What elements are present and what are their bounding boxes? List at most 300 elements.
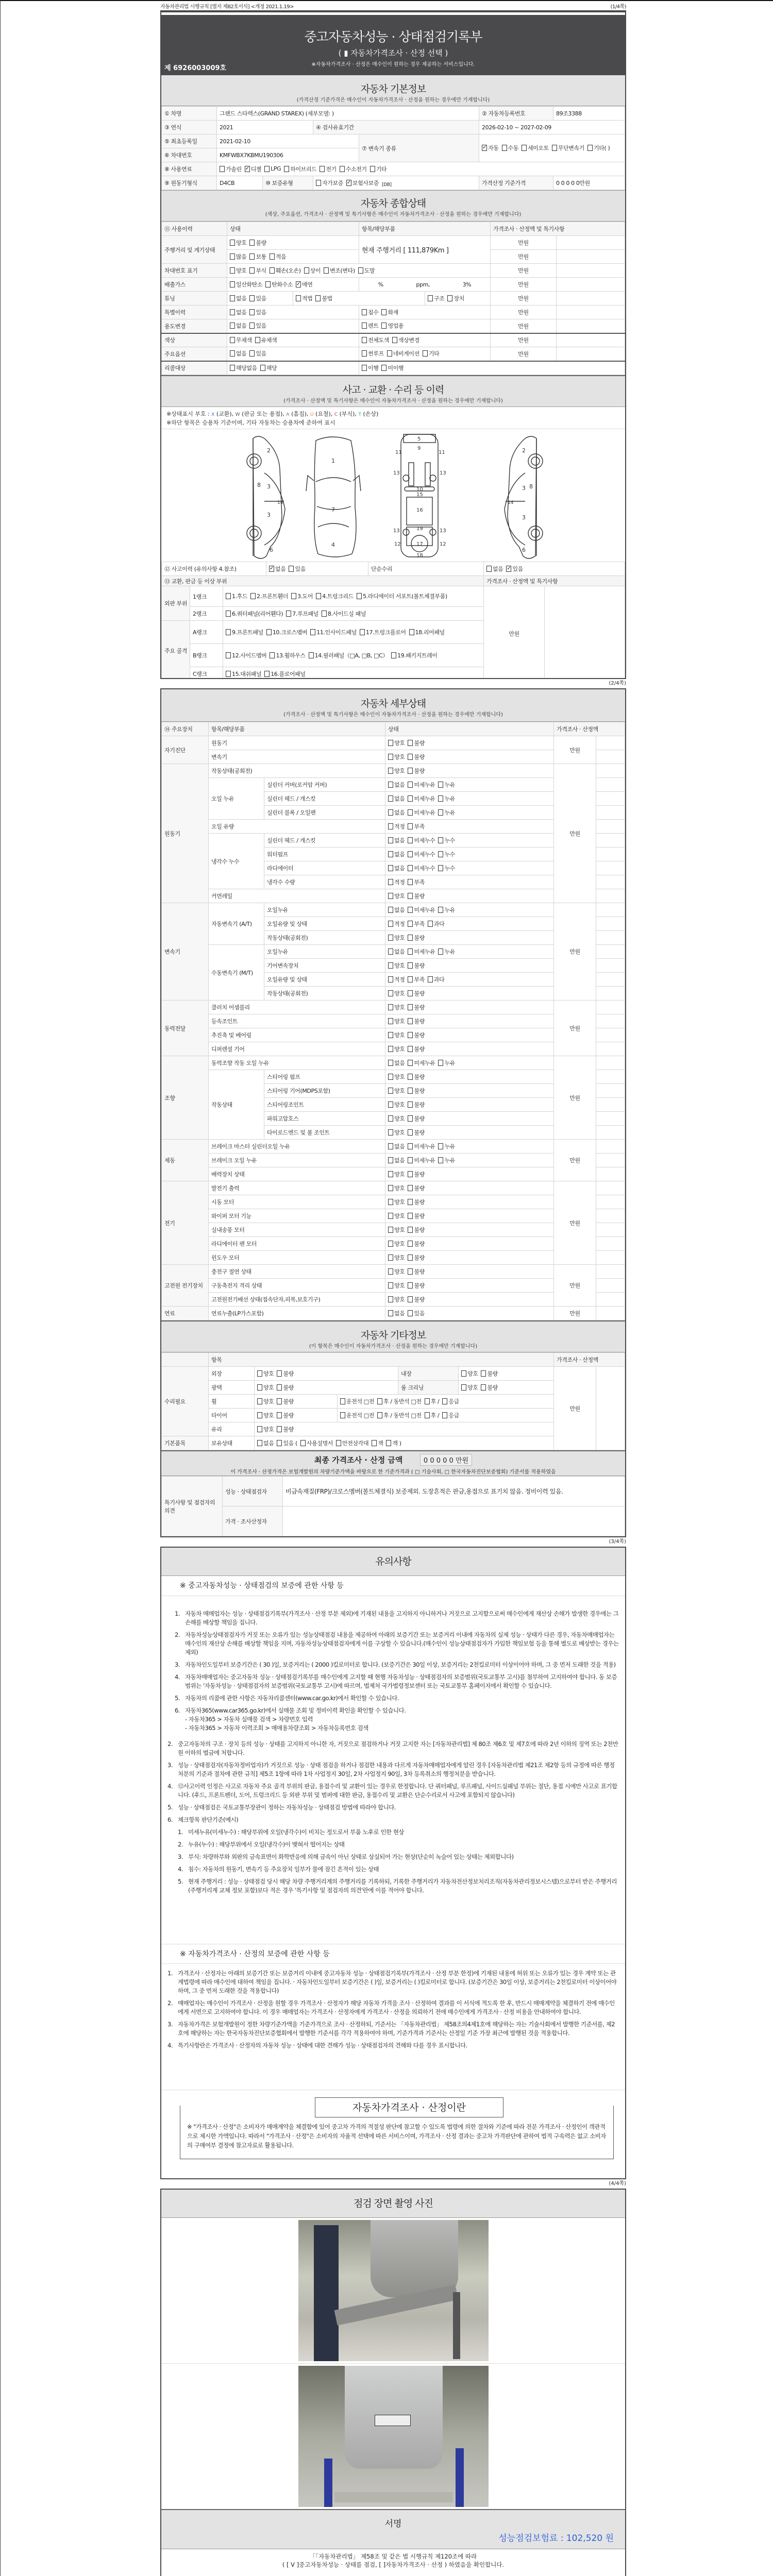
checkbox[interactable] [226,671,231,677]
checkbox[interactable] [381,323,386,329]
checkbox[interactable] [388,1129,393,1136]
checkbox-option[interactable] [438,781,455,789]
checkbox[interactable] [230,309,235,315]
checkbox[interactable] [408,1004,413,1010]
checkbox[interactable] [388,1268,393,1275]
checkbox-option[interactable] [340,1411,374,1419]
checkbox-option[interactable] [255,336,277,344]
checkbox-option[interactable] [388,1295,405,1303]
checkbox[interactable] [408,1199,413,1205]
checkbox[interactable] [388,1004,393,1010]
checkbox-option[interactable] [587,144,610,152]
checkbox[interactable] [408,1088,413,1094]
checkbox-option[interactable] [346,179,379,187]
checkbox[interactable] [336,1440,341,1446]
checkbox[interactable] [408,768,413,774]
checkbox-option[interactable] [425,1411,440,1419]
checkbox[interactable] [428,295,433,301]
checkbox-option[interactable] [336,1439,368,1447]
checkbox-option[interactable] [408,1267,424,1276]
price-input[interactable] [557,264,625,278]
checkbox-option[interactable] [423,349,439,358]
checkbox-option[interactable] [428,920,444,928]
checkbox[interactable] [506,566,511,572]
checkbox-option[interactable] [277,1439,297,1447]
checkbox[interactable] [340,1412,345,1418]
checkbox[interactable] [408,921,413,927]
price-input[interactable] [596,917,625,931]
checkbox[interactable] [230,253,235,260]
checkbox[interactable] [408,823,413,829]
checkbox-option[interactable] [408,794,435,803]
price-input[interactable] [596,1195,625,1209]
checkbox-option[interactable] [277,1397,293,1405]
checkbox[interactable] [408,809,413,816]
checkbox-option[interactable] [265,280,293,289]
checkbox-option[interactable] [481,1383,497,1392]
checkbox[interactable] [408,795,413,802]
checkbox-option[interactable] [226,592,247,600]
checkbox[interactable] [226,611,231,617]
price-input[interactable] [596,931,625,945]
checkbox[interactable] [423,350,428,357]
checkbox[interactable] [230,350,235,357]
checkbox-option[interactable] [388,1114,405,1123]
checkbox-option[interactable] [392,336,419,344]
checkbox[interactable] [388,1115,393,1122]
checkbox-option[interactable] [277,1425,293,1433]
checkbox-option[interactable] [552,144,584,152]
checkbox-option[interactable] [284,165,316,173]
checkbox-option[interactable] [362,308,378,316]
checkbox[interactable] [388,907,393,913]
checkbox[interactable] [388,809,393,816]
checkbox[interactable] [438,1157,443,1163]
price-input[interactable] [596,1154,625,1167]
checkbox[interactable] [408,782,413,788]
checkbox-option[interactable] [269,565,285,573]
checkbox-option[interactable] [291,592,313,600]
checkbox-option[interactable] [408,1003,424,1011]
checkbox[interactable] [230,267,235,274]
checkbox[interactable] [230,337,235,343]
price-input[interactable] [557,278,625,292]
price-input[interactable] [557,292,625,306]
checkbox[interactable] [226,629,231,635]
checkbox-option[interactable] [388,1100,405,1109]
price-input[interactable] [596,848,625,861]
checkbox[interactable] [269,566,274,572]
checkbox-option[interactable] [408,1170,424,1178]
checkbox[interactable] [270,253,275,260]
checkbox-option[interactable] [438,808,455,817]
checkbox[interactable] [522,145,527,151]
checkbox[interactable] [388,768,393,774]
checkbox-option[interactable] [409,628,445,636]
checkbox-option[interactable] [250,592,288,600]
checkbox[interactable] [226,652,231,658]
price-input[interactable] [596,1251,625,1265]
checkbox-option[interactable] [264,670,305,678]
checkbox-option[interactable] [408,961,424,970]
checkbox-option[interactable] [230,280,262,289]
checkbox[interactable] [230,240,235,246]
price-input[interactable] [596,987,625,1001]
checkbox[interactable] [438,907,443,913]
checkbox[interactable] [245,166,250,172]
checkbox-option[interactable] [408,739,424,747]
checkbox[interactable] [408,1310,413,1316]
checkbox[interactable] [249,267,255,274]
checkbox[interactable] [277,1384,282,1391]
checkbox-option[interactable] [408,1017,424,1025]
checkbox-option[interactable] [408,1253,424,1262]
checkbox[interactable] [377,1398,382,1404]
checkbox-option[interactable] [438,864,455,872]
checkbox[interactable] [408,1171,413,1177]
checkbox[interactable] [408,1185,413,1191]
checkbox[interactable] [230,281,235,287]
checkbox-option[interactable] [230,308,246,316]
checkbox-option[interactable] [260,364,277,372]
checkbox[interactable] [408,990,413,996]
checkbox-option[interactable] [362,336,389,344]
checkbox[interactable] [425,1398,430,1404]
checkbox[interactable] [324,267,329,274]
checkbox-option[interactable] [381,321,404,330]
checkbox[interactable] [388,1213,393,1219]
checkbox[interactable] [481,1370,486,1377]
checkbox[interactable] [408,1255,413,1261]
price-input[interactable] [557,306,625,319]
checkbox[interactable] [388,795,393,802]
checkbox[interactable] [346,180,351,186]
checkbox[interactable] [438,782,443,788]
checkbox[interactable] [408,1046,413,1052]
price-input[interactable] [596,889,625,903]
checkbox[interactable] [388,782,393,788]
price-input[interactable] [557,347,625,361]
checkbox[interactable] [264,166,270,172]
checkbox-option[interactable] [340,165,367,173]
checkbox-option[interactable] [381,308,398,316]
checkbox-option[interactable] [340,1397,374,1405]
checkbox[interactable] [447,295,452,301]
checkbox[interactable] [277,1426,282,1432]
checkbox-option[interactable] [226,670,261,678]
checkbox-option[interactable] [391,651,438,659]
checkbox[interactable] [286,611,291,617]
checkbox-option[interactable] [257,1439,274,1447]
checkbox[interactable] [388,1171,393,1177]
checkbox-option[interactable] [506,565,523,573]
price-input[interactable] [596,1112,625,1126]
checkbox-option[interactable] [502,144,518,152]
checkbox[interactable] [388,921,393,927]
checkbox[interactable] [408,837,413,843]
checkbox[interactable] [442,1412,447,1418]
checkbox[interactable] [277,1370,282,1377]
checkbox-option[interactable] [408,822,424,831]
price-input[interactable] [596,778,625,792]
checkbox[interactable] [270,267,275,274]
checkbox[interactable] [388,962,393,969]
checkbox[interactable] [408,1213,413,1219]
checkbox-option[interactable] [388,1156,405,1164]
checkbox-option[interactable] [249,239,266,247]
checkbox-option[interactable] [388,1059,405,1067]
checkbox[interactable] [362,337,367,343]
checkbox[interactable] [388,1310,393,1316]
checkbox[interactable] [362,309,367,315]
checkbox[interactable] [388,754,393,760]
checkbox[interactable] [438,948,443,955]
checkbox[interactable] [408,976,413,982]
checkbox-option[interactable] [438,906,455,914]
checkbox[interactable] [388,976,393,982]
checkbox[interactable] [284,166,289,172]
checkbox-option[interactable] [388,1184,405,1192]
checkbox[interactable] [377,1412,382,1418]
price-input[interactable] [596,903,625,917]
checkbox-option[interactable] [226,651,266,659]
checkbox-option[interactable] [230,252,246,261]
checkbox[interactable] [249,323,255,329]
checkbox-option[interactable] [388,947,405,956]
price-input[interactable] [596,1223,625,1237]
checkbox[interactable] [388,1032,393,1038]
checkbox-option[interactable] [316,592,354,600]
checkbox-option[interactable] [289,565,305,573]
checkbox[interactable] [257,1398,262,1404]
checkbox-option[interactable] [408,1128,424,1137]
checkbox-option[interactable] [230,349,246,358]
checkbox[interactable] [255,337,260,343]
checkbox[interactable] [230,365,235,371]
price-input[interactable] [596,1042,625,1056]
checkbox[interactable] [438,1060,443,1066]
checkbox-option[interactable] [388,892,405,900]
checkbox-option[interactable] [249,321,266,330]
checkbox[interactable] [388,1241,393,1247]
checkbox-option[interactable] [362,364,378,372]
checkbox-option[interactable] [388,975,405,984]
checkbox-option[interactable] [408,1295,424,1303]
checkbox[interactable] [388,823,393,829]
checkbox[interactable] [257,1426,262,1432]
checkbox-option[interactable] [388,1309,405,1317]
checkbox-option[interactable] [388,1073,405,1081]
checkbox-option[interactable] [316,179,343,187]
checkbox[interactable] [408,1115,413,1122]
checkbox-option[interactable] [362,349,384,358]
checkbox-option[interactable] [388,808,405,817]
checkbox[interactable] [372,1440,377,1446]
checkbox-option[interactable] [425,1397,440,1405]
checkbox-option[interactable] [257,1383,274,1392]
checkbox-option[interactable] [408,1031,424,1039]
checkbox-option[interactable] [230,239,246,247]
checkbox[interactable] [388,1018,393,1024]
checkbox[interactable] [388,1157,393,1163]
checkbox-option[interactable] [286,609,318,618]
checkbox[interactable] [388,1143,393,1149]
checkbox-option[interactable] [408,1142,435,1150]
checkbox[interactable] [296,281,301,287]
price-input[interactable] [596,736,625,750]
checkbox-option[interactable] [388,836,405,844]
price-input[interactable] [596,1084,625,1098]
checkbox-option[interactable] [442,1411,459,1419]
checkbox[interactable] [428,976,433,982]
checkbox-option[interactable] [408,1281,424,1290]
checkbox-option[interactable] [428,294,444,302]
checkbox-option[interactable] [320,165,336,173]
checkbox[interactable] [408,893,413,899]
checkbox-option[interactable] [304,266,321,275]
checkbox[interactable] [249,309,255,315]
checkbox-option[interactable] [447,294,464,302]
checkbox[interactable] [408,1227,413,1233]
checkbox-option[interactable] [277,1411,293,1419]
checkbox-option[interactable] [408,920,424,928]
checkbox[interactable] [408,1018,413,1024]
checkbox[interactable] [391,652,396,658]
price-input[interactable] [545,586,625,680]
checkbox[interactable] [370,166,375,172]
checkbox[interactable] [249,240,255,246]
price-input[interactable] [557,319,625,333]
price-input[interactable] [596,973,625,987]
checkbox[interactable] [408,1101,413,1108]
price-input[interactable] [596,945,625,959]
checkbox[interactable] [408,948,413,955]
checkbox[interactable] [230,295,235,301]
checkbox-option[interactable] [388,753,405,761]
checkbox[interactable] [360,629,365,635]
checkbox-option[interactable] [408,1309,424,1317]
checkbox-option[interactable] [388,1253,405,1262]
checkbox-option[interactable] [377,1411,422,1419]
checkbox[interactable] [277,1412,282,1418]
checkbox-option[interactable] [388,1045,405,1053]
price-input[interactable] [596,1126,625,1140]
checkbox[interactable] [438,1143,443,1149]
checkbox[interactable] [388,837,393,843]
checkbox[interactable] [482,145,487,151]
checkbox-option[interactable] [482,144,498,152]
checkbox[interactable] [388,990,393,996]
checkbox[interactable] [408,879,413,885]
checkbox-option[interactable] [408,878,424,886]
checkbox[interactable] [277,1440,282,1446]
checkbox-option[interactable] [428,975,444,984]
price-input[interactable] [596,861,625,875]
checkbox[interactable] [438,837,443,843]
checkbox-option[interactable] [438,1156,455,1164]
checkbox-option[interactable] [438,1059,455,1067]
checkbox-option[interactable] [388,961,405,970]
checkbox[interactable] [249,350,255,357]
checkbox[interactable] [362,365,367,371]
price-input[interactable] [596,792,625,806]
checkbox[interactable] [320,166,325,172]
checkbox-option[interactable] [408,1073,424,1081]
checkbox[interactable] [322,611,327,617]
checkbox[interactable] [358,267,363,274]
checkbox-option[interactable] [408,947,435,956]
checkbox[interactable] [388,1255,393,1261]
checkbox-option[interactable] [388,781,405,789]
checkbox-option[interactable] [408,1059,435,1067]
checkbox[interactable] [502,145,507,151]
checkbox[interactable] [388,1101,393,1108]
price-input[interactable] [596,1098,625,1112]
price-input[interactable] [596,834,625,848]
checkbox-option[interactable] [408,753,424,761]
checkbox-option[interactable] [438,947,455,956]
checkbox-option[interactable] [372,1439,383,1447]
checkbox-option[interactable] [461,1383,478,1392]
checkbox[interactable] [408,1060,413,1066]
checkbox-option[interactable] [388,1212,405,1220]
price-input[interactable] [557,236,625,250]
checkbox-option[interactable] [322,609,366,618]
checkbox-option[interactable] [408,1045,424,1053]
checkbox-option[interactable] [370,165,386,173]
checkbox-option[interactable] [442,1397,459,1405]
checkbox-option[interactable] [522,144,549,152]
checkbox-option[interactable] [249,266,266,275]
checkbox[interactable] [362,350,367,357]
checkbox[interactable] [388,851,393,857]
checkbox-option[interactable] [358,266,375,275]
checkbox-option[interactable] [388,1142,405,1150]
checkbox-option[interactable] [408,934,424,942]
checkbox-option[interactable] [388,1017,405,1025]
checkbox[interactable] [442,1398,447,1404]
checkbox[interactable] [362,323,367,329]
checkbox[interactable] [408,754,413,760]
checkbox-option[interactable] [249,252,266,261]
checkbox[interactable] [309,652,314,658]
checkbox[interactable] [250,593,256,599]
price-input[interactable] [596,959,625,973]
checkbox-option[interactable] [388,794,405,803]
checkbox[interactable] [408,1282,413,1289]
checkbox-option[interactable] [230,321,246,330]
checkbox-option[interactable] [481,1369,497,1378]
checkbox[interactable] [438,809,443,816]
checkbox[interactable] [408,1268,413,1275]
checkbox-option[interactable] [388,1267,405,1276]
checkbox[interactable] [408,1157,413,1163]
checkbox-option[interactable] [362,321,378,330]
checkbox-option[interactable] [438,850,455,858]
checkbox[interactable] [408,851,413,857]
price-input[interactable] [596,1056,625,1070]
checkbox[interactable] [257,1440,262,1446]
checkbox-option[interactable] [270,266,301,275]
checkbox[interactable] [587,145,593,151]
checkbox-option[interactable] [310,628,357,636]
checkbox-option[interactable] [264,165,281,172]
checkbox[interactable] [266,629,272,635]
checkbox[interactable] [552,145,557,151]
checkbox[interactable] [388,1060,393,1066]
checkbox[interactable] [300,1440,306,1446]
checkbox-option[interactable] [408,864,435,872]
